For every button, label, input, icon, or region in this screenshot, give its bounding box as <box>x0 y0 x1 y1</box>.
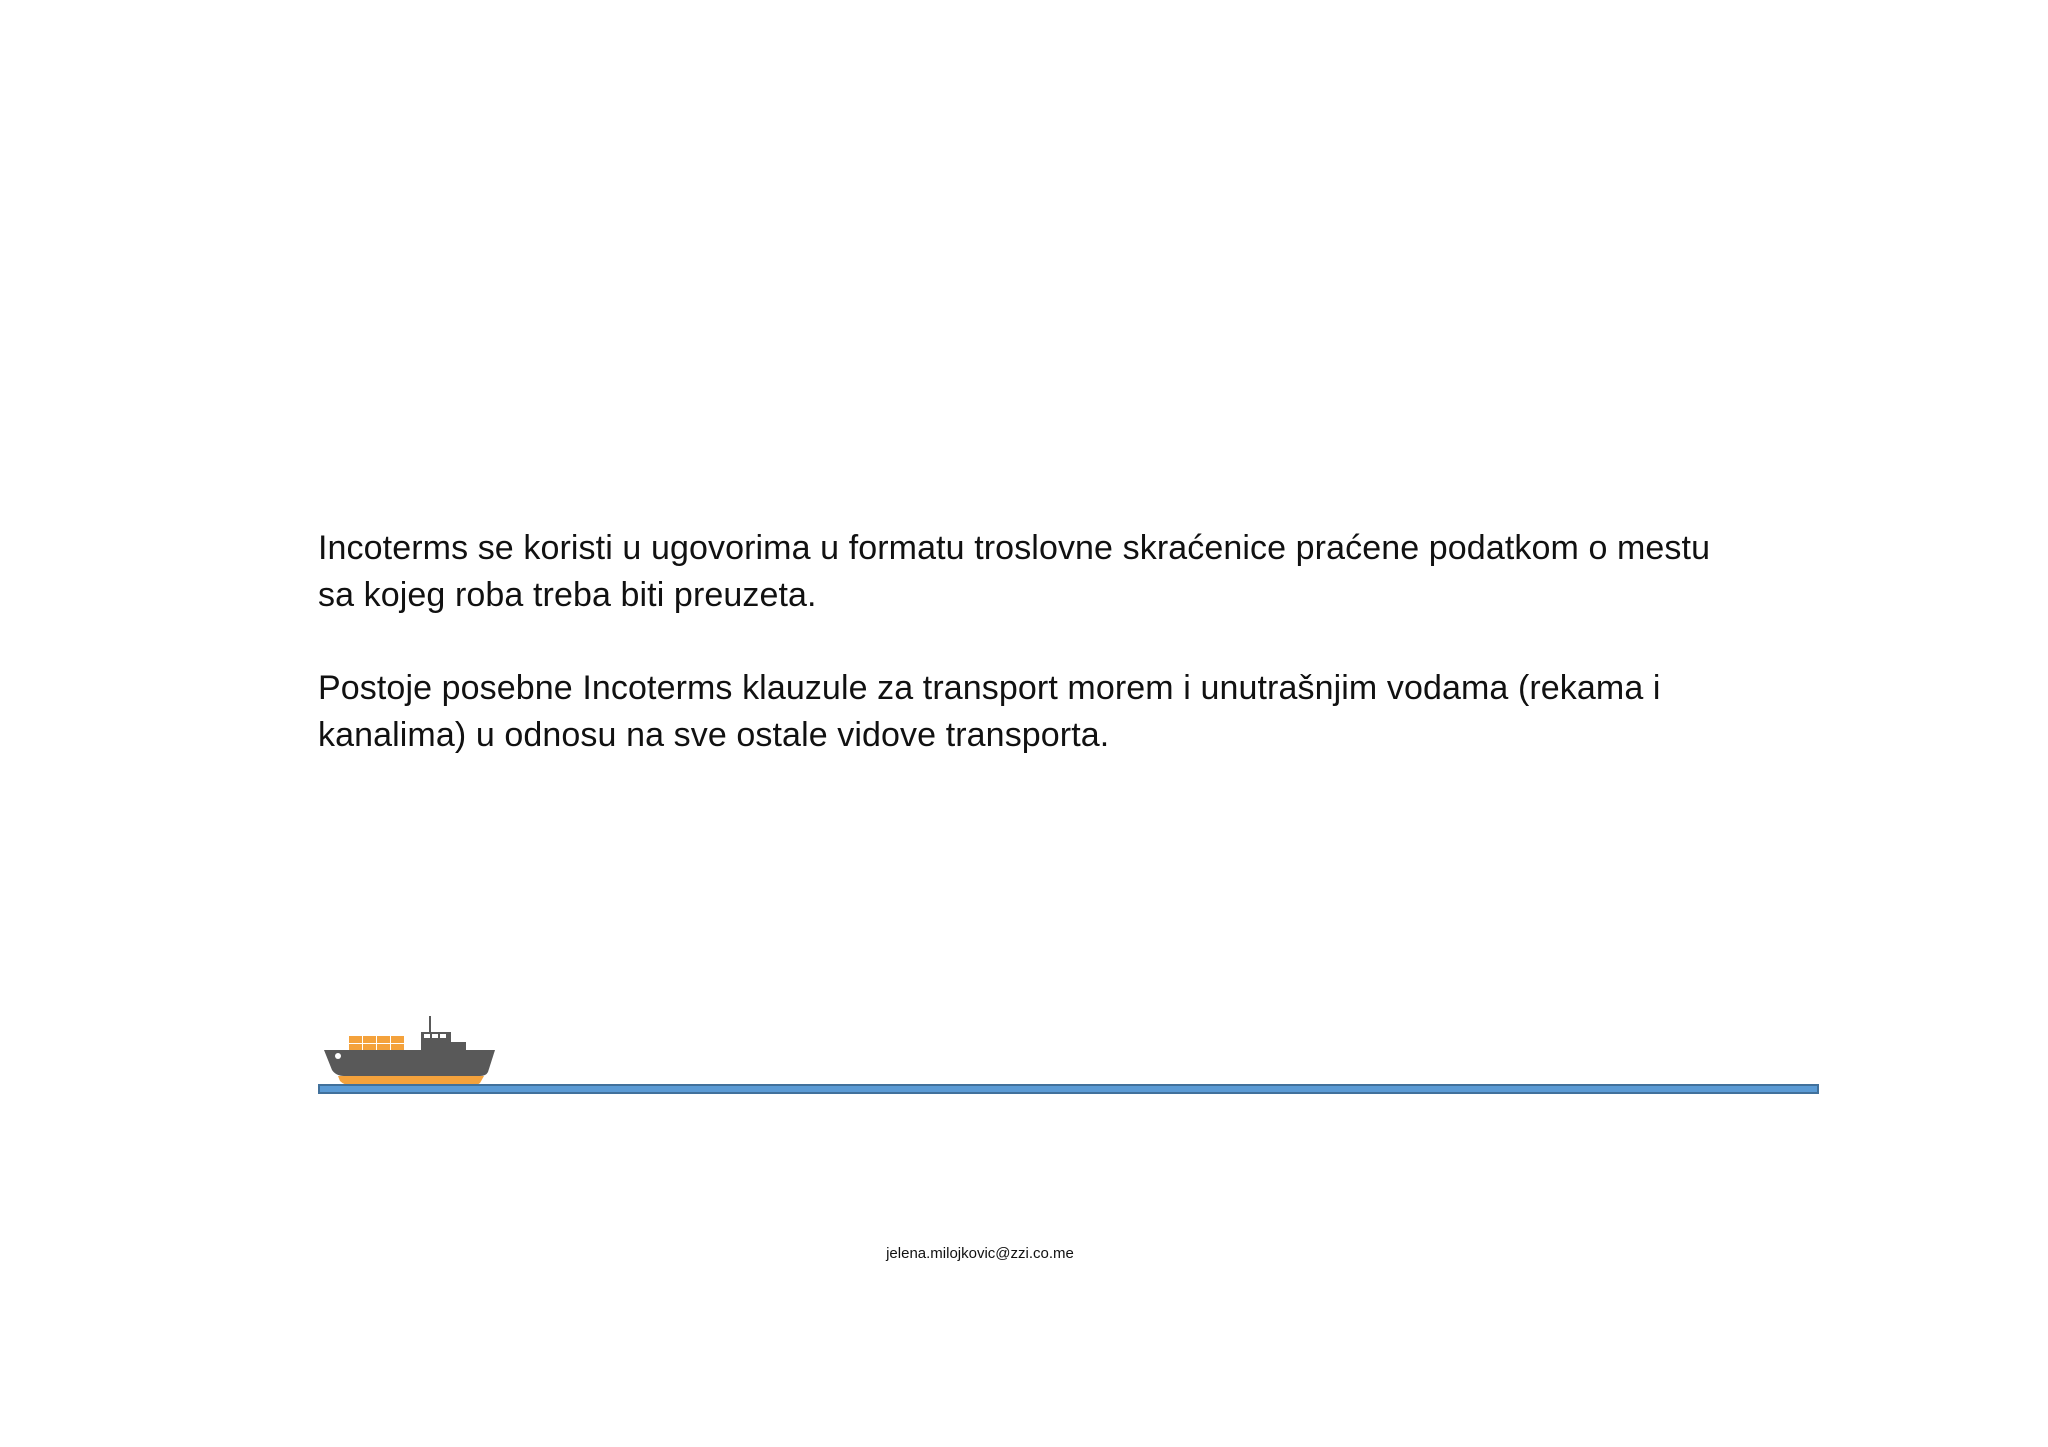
paragraph-incoterms-format: Incoterms se koristi u ugovorima u formatu troslovne skraćenice praćene podatkom o mestu sa kojeg roba treba biti preuzeta. <box>318 529 1711 614</box>
water-line <box>318 1084 1819 1094</box>
paragraph-incoterms-clauses: Postoje posebne Incoterms klauzule za transport morem i unutrašnjim vodama (rekama i kanalima) u odnosu na sve ostale vidove transporta. <box>318 669 1661 754</box>
cargo-ship-icon <box>322 1016 497 1088</box>
slide-body <box>318 525 1738 805</box>
footer-email: jelena.milojkovic@zzi.co.me <box>886 1245 1074 1262</box>
